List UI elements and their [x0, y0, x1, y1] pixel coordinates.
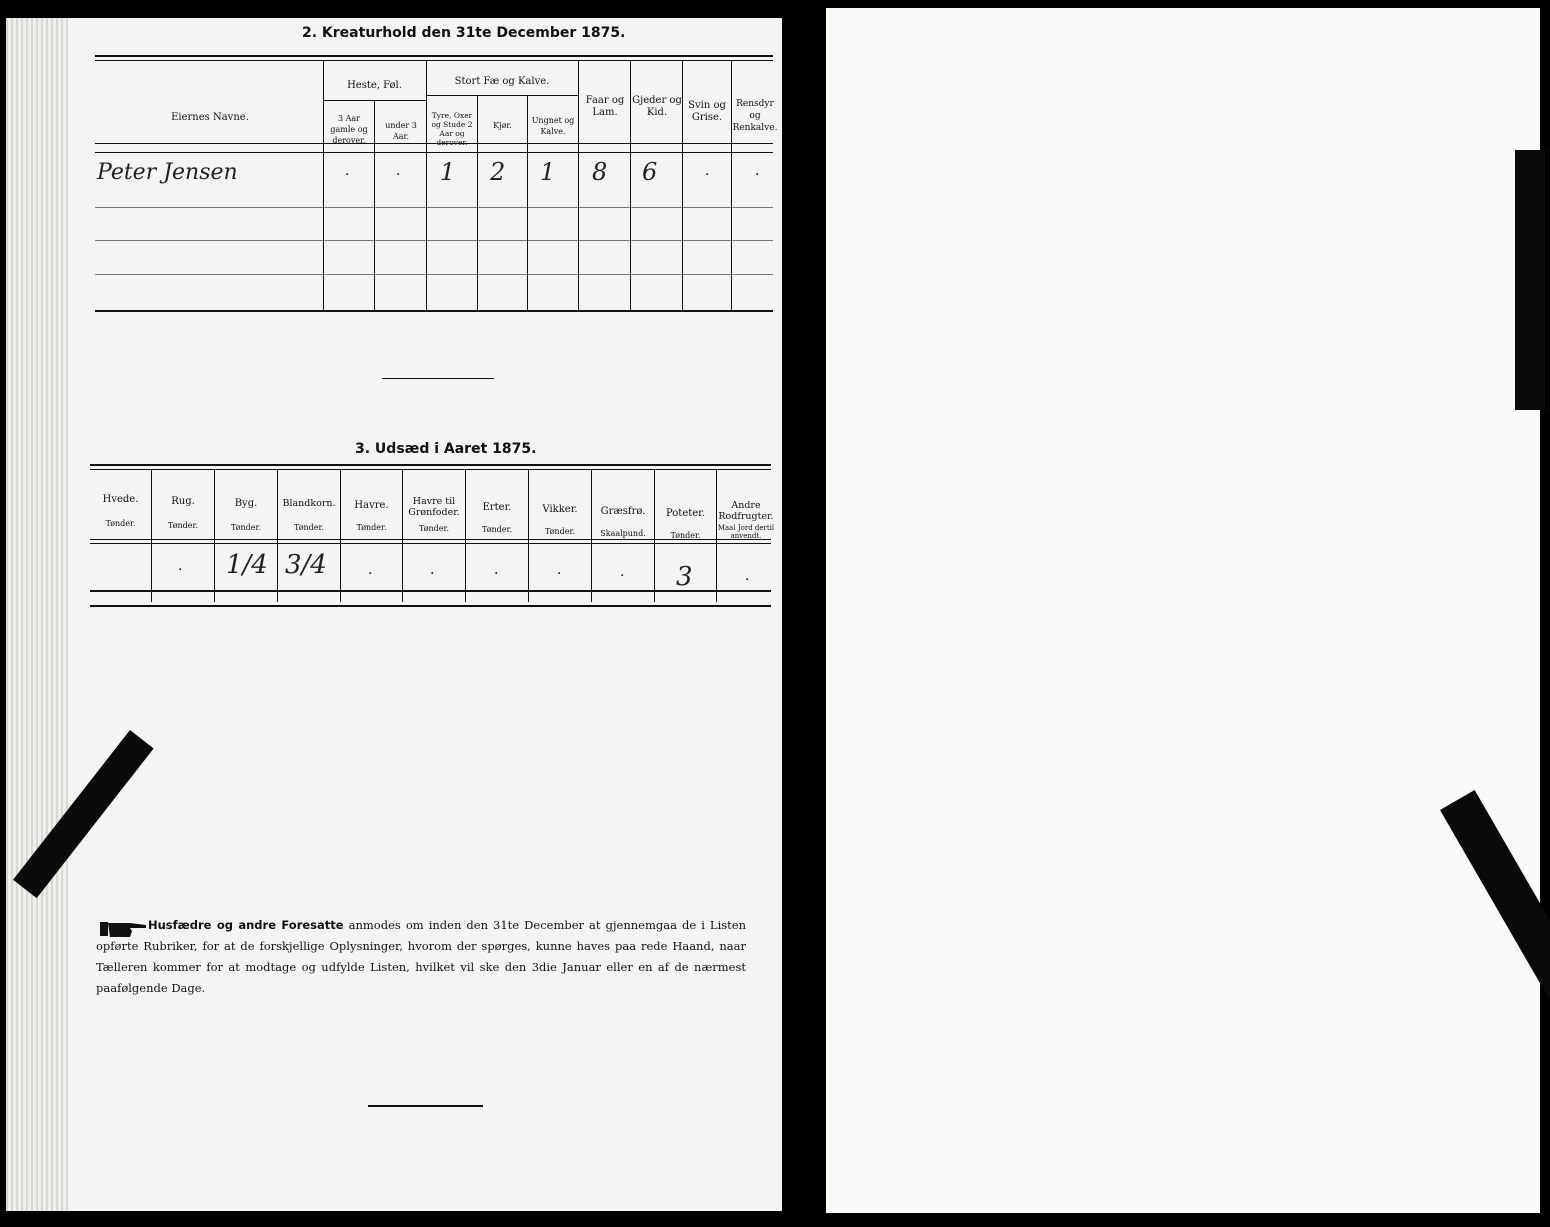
- col-havre-gronfoder: Havre til Grønfoder.: [408, 496, 460, 518]
- col-vikker-unit: Tønder.: [544, 527, 576, 536]
- table-rule: [90, 605, 771, 607]
- reindeer-header: Rensdyr og Renkalve.: [732, 99, 778, 133]
- table-rule: [90, 590, 771, 592]
- table-rule: [95, 310, 773, 312]
- cows-header: Kjør.: [493, 121, 512, 130]
- table-col: [151, 469, 152, 602]
- bulls-header: Tyre, Oxer og Stude 2 Aar og derover.: [431, 111, 473, 147]
- reindeer-value: .: [755, 163, 760, 179]
- table-col: [374, 100, 375, 310]
- goats-value: 6: [642, 158, 658, 186]
- notice-lead: Husfædre og andre Foresatte: [148, 918, 344, 932]
- col-hvede-unit: Tønder.: [105, 519, 136, 528]
- byg-value: 1/4: [226, 550, 268, 580]
- section-divider: [382, 378, 494, 379]
- poteter-value: 3: [676, 562, 693, 592]
- owner-header: Eiernes Navne.: [171, 112, 249, 123]
- havre-gronfoder-value: .: [430, 562, 435, 578]
- young-cattle-header: Ungnet og Kalve.: [531, 116, 575, 136]
- notice-paragraph: [96, 915, 746, 999]
- col-graesfro: Græsfrø.: [600, 506, 646, 517]
- book-spine: [782, 0, 826, 1227]
- table-col: [323, 60, 324, 310]
- table-col: [340, 469, 341, 602]
- vikker-value: .: [557, 562, 562, 578]
- young-cattle-value: 1: [540, 158, 556, 186]
- col-graesfro-unit: Skaalpund.: [600, 529, 646, 538]
- table-col: [277, 469, 278, 602]
- notice-text: anmodes om inden den 31te December at gjennemgaa de i Listen opførte Rubriker, for at de forskjellige Oplysninger, hvorom der spørges, kunne haves paa rede Haand, naar Tælleren kommer for at modtage og udfylde Listen, hvilket vil ske den 3die Januar eller en af de nærmest paafølgende Dage.: [96, 918, 746, 995]
- col-blandkorn: Blandkorn.: [282, 498, 336, 509]
- owner-name: Peter Jensen: [97, 160, 238, 185]
- col-vikker: Vikker.: [542, 504, 578, 515]
- goats-header: Gjeder og Kid.: [632, 95, 682, 118]
- table-rule: [95, 274, 773, 275]
- col-poteter-unit: Tønder.: [670, 531, 701, 540]
- col-andre-rodfrugter: Andre Rodfrugter.: [718, 500, 774, 522]
- table-rule: [95, 152, 773, 153]
- left-page: [6, 18, 782, 1211]
- table-rule: [90, 469, 771, 470]
- col-rug: Rug.: [171, 496, 195, 507]
- table-col: [682, 60, 683, 310]
- sheep-header: Faar og Lam.: [585, 95, 625, 118]
- pigs-header: Svin og Grise.: [688, 100, 726, 123]
- col-havre-unit: Tønder.: [356, 523, 387, 532]
- cattle-header: Stort Fæ og Kalve.: [454, 76, 550, 87]
- table-col: [402, 469, 403, 602]
- rug-value: .: [178, 558, 183, 574]
- horses-young-header: under 3 Aar.: [385, 121, 417, 141]
- cows-value: 2: [490, 158, 506, 186]
- section2-title: 2. Kreaturhold den 31te December 1875.: [302, 25, 626, 41]
- col-havre: Havre.: [354, 500, 389, 511]
- col-erter: Erter.: [482, 502, 512, 513]
- table-rule: [95, 55, 773, 57]
- table-rule: [95, 60, 773, 61]
- table-rule: [90, 543, 771, 544]
- blandkorn-value: 3/4: [285, 550, 327, 580]
- end-divider: [368, 1105, 483, 1107]
- col-poteter: Poteter.: [665, 508, 706, 519]
- havre-value: .: [368, 562, 373, 578]
- horses-header: Heste, Føl.: [347, 80, 402, 91]
- horses-young-value: .: [396, 163, 401, 179]
- andre-rodfrugter-value: .: [745, 568, 750, 584]
- col-havre-gronfoder-unit: Tønder.: [418, 524, 450, 533]
- erter-value: .: [494, 562, 499, 578]
- graesfro-value: .: [620, 564, 625, 580]
- col-byg-unit: Tønder.: [230, 523, 262, 532]
- col-erter-unit: Tønder.: [481, 525, 513, 534]
- table-rule: [426, 95, 578, 96]
- table-col: [630, 60, 631, 310]
- table-col: [214, 469, 215, 602]
- shadow-right: [1515, 150, 1545, 410]
- horses-old-value: .: [345, 163, 350, 179]
- table-rule: [95, 207, 773, 208]
- col-rug-unit: Tønder.: [167, 521, 199, 530]
- table-col: [426, 60, 427, 310]
- table-col: [465, 469, 466, 602]
- section3-title: 3. Udsæd i Aaret 1875.: [355, 441, 537, 457]
- col-andre-rodfrugter-unit: Maal Jord dertil anvendt.: [717, 524, 775, 540]
- sheep-value: 8: [592, 158, 608, 186]
- table-rule: [90, 464, 771, 466]
- right-page-blank: [826, 8, 1540, 1213]
- col-byg: Byg.: [234, 498, 258, 509]
- page-edge-stack: [6, 18, 68, 1211]
- pigs-value: .: [705, 163, 710, 179]
- horses-old-header: 3 Aar gamle og derover.: [330, 114, 368, 145]
- table-rule: [95, 240, 773, 241]
- col-blandkorn-unit: Tønder.: [293, 523, 325, 532]
- table-col: [578, 60, 579, 310]
- bulls-value: 1: [440, 158, 456, 186]
- col-hvede: Hvede.: [102, 494, 139, 505]
